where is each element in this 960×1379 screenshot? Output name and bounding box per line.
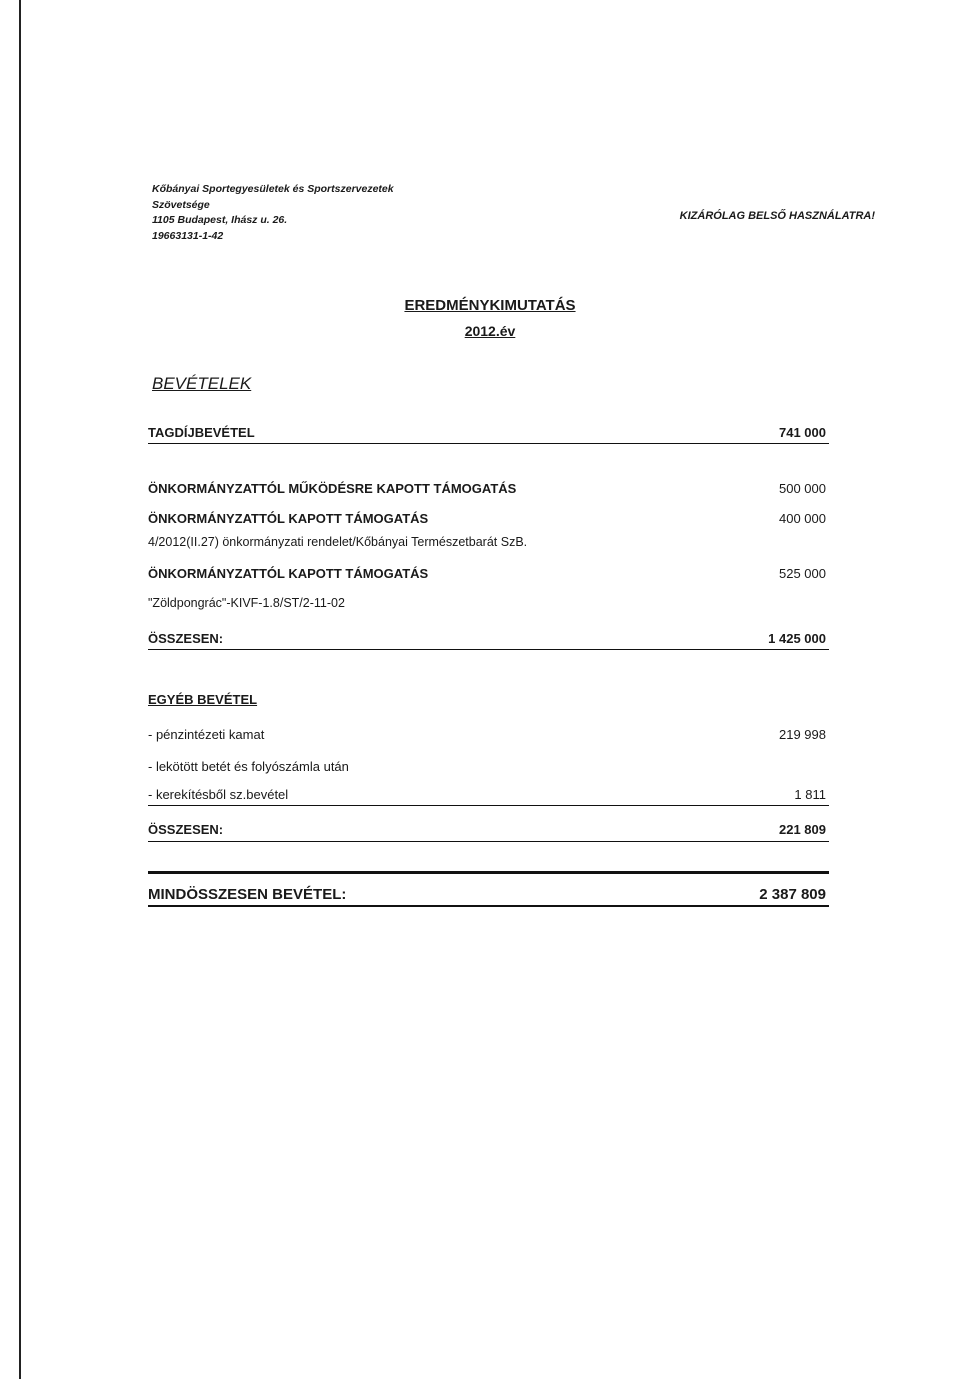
grant-2-label: ÖNKORMÁNYZATTÓL KAPOTT TÁMOGATÁS xyxy=(148,511,429,526)
section-heading-revenues: BEVÉTELEK xyxy=(152,374,252,393)
grand-total-bottom-rule xyxy=(148,905,829,907)
document-year: 2012.év xyxy=(464,323,516,339)
other-heading-row xyxy=(148,692,826,707)
grants-total-label: ÖSSZESEN: xyxy=(148,631,224,646)
grant-2-note-row xyxy=(148,535,826,549)
grant-3-note: "Zöldpongrác"-KIVF-1.8/ST/2-11-02 xyxy=(148,596,345,610)
internal-use-note: KIZÁRÓLAG BELSŐ HASZNÁLATRA! xyxy=(679,210,875,222)
other-total-value: 221 809 xyxy=(779,822,826,837)
organization-block xyxy=(152,182,394,244)
membership-label: TAGDÍJBEVÉTEL xyxy=(148,425,255,440)
grand-total-label: MINDÖSSZESEN BEVÉTEL: xyxy=(148,886,347,903)
membership-row xyxy=(148,425,826,440)
other-items-underline xyxy=(148,805,829,806)
grant-row-3 xyxy=(148,566,826,581)
grant-3-value: 525 000 xyxy=(779,566,826,581)
other-item-3-value: 1 811 xyxy=(794,787,826,802)
org-name-line-1: Kőbányai Sportegyesületek és Sportszervezetek xyxy=(152,183,394,195)
grant-row-2 xyxy=(148,511,826,526)
grand-total-top-rule xyxy=(148,871,829,874)
other-item-1-value: 219 998 xyxy=(779,727,826,742)
grant-3-label: ÖNKORMÁNYZATTÓL KAPOTT TÁMOGATÁS xyxy=(148,566,429,581)
other-item-row-1 xyxy=(148,727,826,742)
other-total-underline xyxy=(148,841,829,842)
grand-total-row xyxy=(148,886,826,903)
page-left-edge-line xyxy=(19,0,21,1379)
org-name-line-2: Szövetsége xyxy=(152,198,210,211)
membership-underline xyxy=(148,443,829,444)
other-total-label: ÖSSZESEN: xyxy=(148,822,224,837)
other-item-1-label: - pénzintézeti kamat xyxy=(148,727,265,742)
grant-row-1 xyxy=(148,481,826,496)
other-item-row-3 xyxy=(148,787,826,802)
grand-total-value: 2 387 809 xyxy=(759,886,826,903)
grants-total-row xyxy=(148,631,826,646)
grant-1-value: 500 000 xyxy=(779,481,826,496)
other-total-row xyxy=(148,822,826,837)
grant-1-label: ÖNKORMÁNYZATTÓL MŰKÖDÉSRE KAPOTT TÁMOGATÁS xyxy=(148,481,517,496)
other-item-row-2 xyxy=(148,759,826,774)
grants-total-value: 1 425 000 xyxy=(768,631,826,646)
other-heading: EGYÉB BEVÉTEL xyxy=(148,692,258,707)
document-title: EREDMÉNYKIMUTATÁS xyxy=(404,297,576,314)
other-item-3-label: - kerekítésből sz.bevétel xyxy=(148,787,289,802)
other-item-2-label: - lekötött betét és folyószámla után xyxy=(148,759,349,774)
grant-2-value: 400 000 xyxy=(779,511,826,526)
org-address: 1105 Budapest, Ihász u. 26. xyxy=(152,214,288,226)
grant-2-note: 4/2012(II.27) önkormányzati rendelet/Kőbányai Természetbarát SzB. xyxy=(148,535,528,549)
membership-value: 741 000 xyxy=(779,425,826,440)
grant-3-note-row xyxy=(148,596,826,610)
grants-total-underline xyxy=(148,649,829,650)
org-tax-number: 19663131-1-42 xyxy=(152,229,224,242)
